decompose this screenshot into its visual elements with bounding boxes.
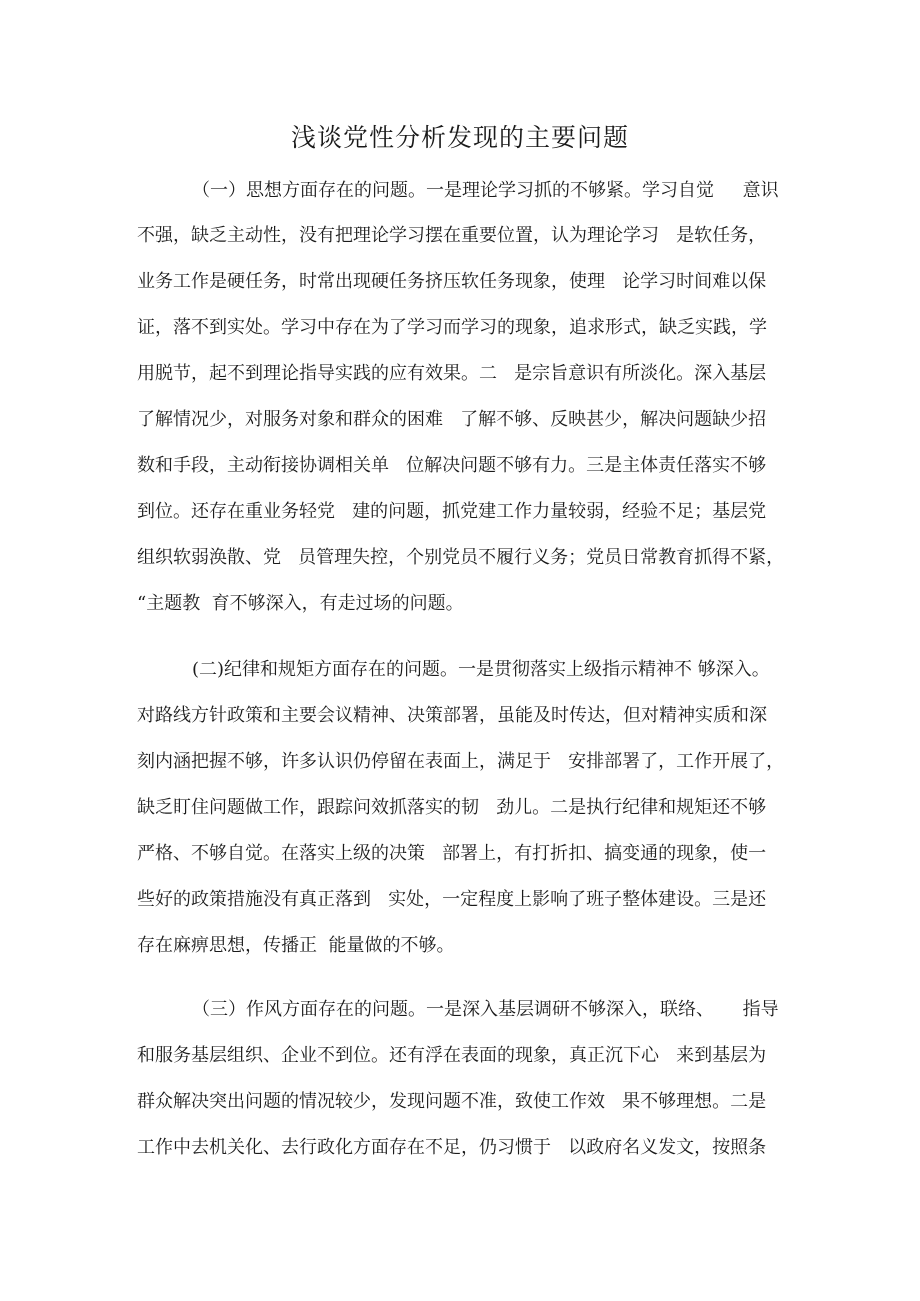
text-line: “主题教 育不够深入，有走过场的问题。 <box>137 593 464 614</box>
text-line: 到位。还存在重业务轻党 建的问题，抓党建工作力量较弱，经验不足；基层党 <box>137 501 767 522</box>
text-line: 刻内涵把握不够，许多认识仍停留在表面上，满足于 安排部署了，工作开展了， <box>137 751 785 772</box>
text-line: 证，落不到实处。学习中存在为了学习而学习的现象，追求形式，缺乏实践，学 <box>137 317 767 338</box>
text-line: （一）思想方面存在的问题。一是理论学习抓的不够紧。学习自觉 意识 <box>192 180 779 201</box>
document-title: 浅谈党性分析发现的主要问题 <box>290 123 629 152</box>
text-line: 缺乏盯住问题做工作，跟踪问效抓落实的韧 劲儿。二是执行纪律和规矩还不够 <box>137 797 767 818</box>
text-line: 对路线方针政策和主要会议精神、决策部署，虽能及时传达，但对精神实质和深 <box>137 705 767 726</box>
text-line: 些好的政策措施没有真正落到 实处，一定程度上影响了班子整体建设。三是还 <box>137 889 767 910</box>
text-line: 组织软弱涣散、党 员管理失控，个别党员不履行义务；党员日常教育抓得不紧， <box>137 547 785 568</box>
text-line: 群众解决突出问题的情况较少，发现问题不准，致使工作效 果不够理想。二是 <box>137 1091 767 1112</box>
text-line: 和服务基层组织、企业不到位。还有浮在表面的现象，真正沉下心 来到基层为 <box>137 1045 767 1066</box>
text-line: 存在麻痹思想，传播正 能量做的不够。 <box>137 935 455 956</box>
text-line: 严格、不够自觉。在落实上级的决策 部署上，有打折扣、搞变通的现象，使一 <box>137 843 767 864</box>
text-line: 工作中去机关化、去行政化方面存在不足，仍习惯于 以政府名义发文，按照条 <box>137 1137 767 1158</box>
text-line: 用脱节，起不到理论指导实践的应有效果。二 是宗旨意识有所淡化。深入基层 <box>137 363 767 384</box>
text-line: （三）作风方面存在的问题。一是深入基层调研不够深入，联络、 指导 <box>192 999 779 1020</box>
text-line: 业务工作是硬任务，时常出现硬任务挤压软任务现象，使理 论学习时间难以保 <box>137 271 767 292</box>
text-line: (二)纪律和规矩方面存在的问题。一是贯彻落实上级指示精神不 够深入。 <box>192 659 770 680</box>
text-line: 了解情况少，对服务对象和群众的困难 了解不够、反映甚少，解决问题缺少招 <box>137 409 767 430</box>
text-line: 不强，缺乏主动性，没有把理论学习摆在重要位置，认为理论学习 是软任务， <box>137 225 767 246</box>
text-line: 数和手段，主动衔接协调相关单 位解决问题不够有力。三是主体责任落实不够 <box>137 455 767 476</box>
